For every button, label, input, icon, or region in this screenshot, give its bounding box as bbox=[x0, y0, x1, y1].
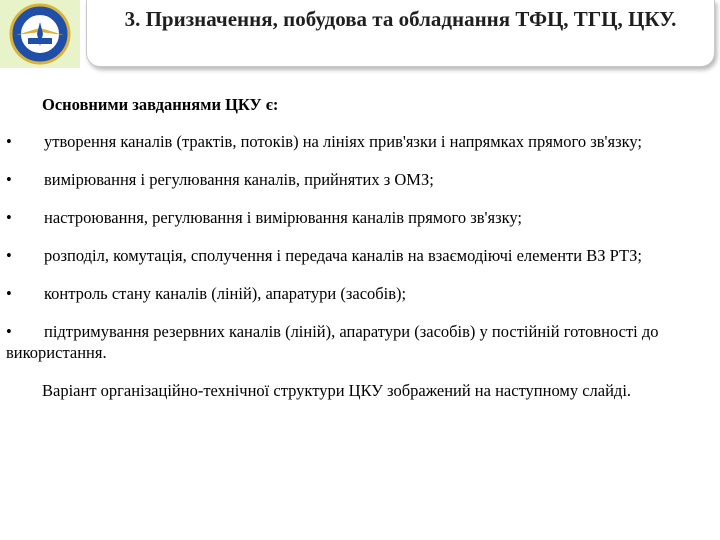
slide-title: 3. Призначення, побудова та обладнання ТФЦ, ТГЦ, ЦКУ. bbox=[124, 7, 677, 31]
slide-content bbox=[6, 94, 706, 401]
list-item bbox=[6, 207, 706, 228]
emblem-icon bbox=[4, 2, 76, 66]
list-item bbox=[6, 131, 706, 152]
list-item bbox=[6, 321, 706, 363]
list-item bbox=[6, 283, 706, 304]
list-item-text: розподіл, комутація, сполучення і передача каналів на взаємодіючі елементи ВЗ РТЗ; bbox=[44, 246, 642, 265]
list-item-text: утворення каналів (трактів, потоків) на лініях прив'язки і напрямках прямого зв'язку; bbox=[44, 132, 643, 151]
bullet: • bbox=[6, 170, 12, 189]
list-item bbox=[6, 169, 706, 190]
intro-text: Основними завданнями ЦКУ є: bbox=[42, 95, 279, 114]
bullet: • bbox=[6, 132, 12, 151]
bullet: • bbox=[6, 322, 12, 341]
bullet: • bbox=[6, 284, 12, 303]
bullet: • bbox=[6, 246, 12, 265]
list-item-text: підтримування резервних каналів (ліній), апаратури (засобів) у постійній готовності до використання. bbox=[6, 322, 659, 362]
list-item-text: вимірювання і регулювання каналів, прийнятих з ОМЗ; bbox=[44, 170, 434, 189]
bullet: • bbox=[6, 208, 12, 227]
list-item-text: контроль стану каналів (ліній), апаратури (засобів); bbox=[44, 284, 407, 303]
list-item-text: настроювання, регулювання і вимірювання каналів прямого зв'язку; bbox=[44, 208, 523, 227]
closing-text: Варіант організаційно-технічної структури ЦКУ зображений на наступному слайді. bbox=[42, 381, 632, 400]
list-item bbox=[6, 245, 706, 266]
title-bar bbox=[86, 0, 715, 67]
university-logo bbox=[0, 0, 80, 68]
